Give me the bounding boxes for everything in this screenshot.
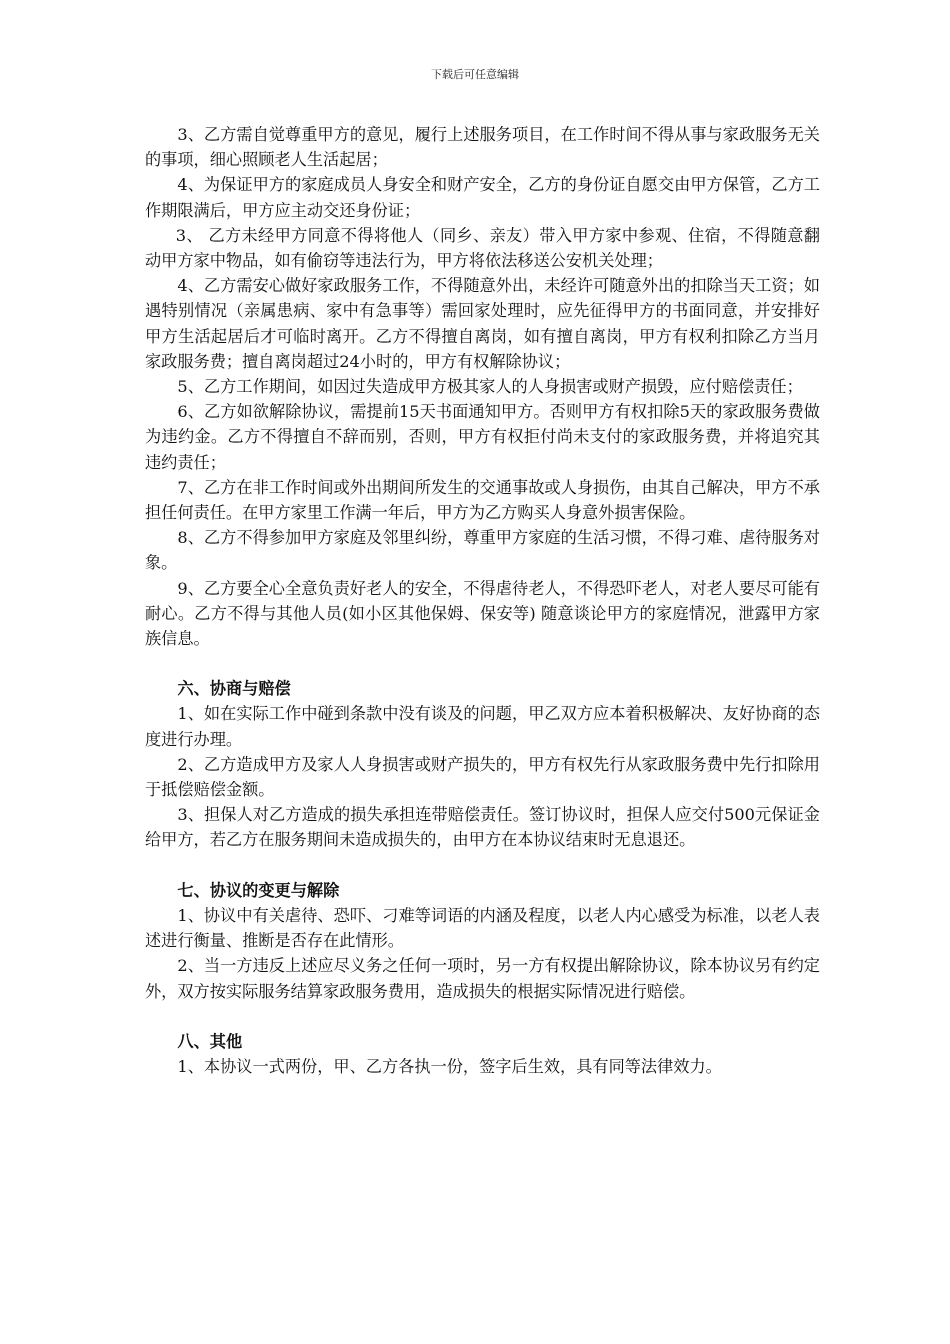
section-7-title: 七、协议的变更与解除 — [177, 880, 340, 900]
section-6-title: 六、协商与赔偿 — [177, 679, 291, 699]
clause-8-1: 1、本协议一式两份，甲、乙方各执一份，签字后生效，具有同等法律效力。 — [177, 1056, 722, 1076]
page-header-note: 下载后可任意编辑 — [431, 68, 519, 81]
clause-5-4: 4、为保证甲方的家庭成员人身安全和财产安全，乙方的身份证自愿交由甲方保管，乙方工作期限满后，甲方应主动交还身份证； — [145, 175, 820, 220]
document-body — [145, 122, 820, 1079]
clause-5-8: 8、乙方不得参加甲方家庭及邻里纠纷，尊重甲方家庭的生活习惯，不得刁难、虐待服务对象。 — [145, 528, 820, 573]
section-8-title: 八、其他 — [177, 1031, 243, 1051]
clause-5-6: 6、乙方如欲解除协议，需提前15天书面通知甲方。否则甲方有权扣除5天的家政服务费做为违约金。乙方不得擅自不辞而别，否则，甲方有权拒付尚未支付的家政服务费，并将追究其违约责任； — [145, 402, 820, 472]
clause-5-3: 3、乙方需自觉尊重甲方的意见，履行上述服务项目，在工作时间不得从事与家政服务无关的事项，细心照顾老人生活起居； — [145, 125, 820, 170]
clause-5-7: 7、乙方在非工作时间或外出期间所发生的交通事故或人身损伤，由其自己解决，甲方不承担任何责任。在甲方家里工作满一年后，甲方为乙方购买人身意外损害保险。 — [145, 477, 820, 523]
clause-5-5: 5、乙方工作期间，如因过失造成甲方极其家人的人身损害或财产损毁，应付赔偿责任； — [177, 377, 803, 397]
clause-5-9: 9、乙方要全心全意负责好老人的安全，不得虐待老人，不得恐吓老人，对老人要尽可能有耐心。乙方不得与其他人员(如小区其他保姆、保安等) 随意谈论甲方的家庭情况，泄露甲方家族信息。 — [145, 578, 820, 649]
clause-6-1: 1、如在实际工作中碰到条款中没有谈及的问题，甲乙双方应本着积极解决、友好协商的态度进行办理。 — [145, 704, 820, 749]
clause-7-2: 2、当一方违反上述应尽义务之任何一项时，另一方有权提出解除协议，除本协议另有约定外，双方按实际服务结算家政服务费用，造成损失的根据实际情况进行赔偿。 — [145, 956, 820, 1001]
clause-6-2: 2、乙方造成甲方及家人人身损害或财产损失的，甲方有权先行从家政服务费中先行扣除用于抵偿赔偿金额。 — [145, 754, 820, 800]
clause-6-3: 3、担保人对乙方造成的损失承担连带赔偿责任。签订协议时，担保人应交付500元保证金给甲方，若乙方在服务期间未造成损失的，由甲方在本协议结束时无息退还。 — [145, 805, 820, 850]
clause-7-1: 1、协议中有关虐待、恐吓、刁难等词语的内涵及程度，以老人内心感受为标准，以老人表述进行衡量、推断是否存在此情形。 — [145, 905, 820, 951]
clause-5-3b: 3、 乙方未经甲方同意不得将他人（同乡、亲友）带入甲方家中参观、住宿，不得随意翻动甲方家中物品，如有偷窃等违法行为，甲方将依法移送公安机关处理； — [145, 225, 820, 271]
clause-5-4b: 4、乙方需安心做好家政服务工作，不得随意外出，未经许可随意外出的扣除当天工资；如遇特别情况（亲属患病、家中有急事等）需回家处理时，应先征得甲方的书面同意，并安排好甲方生活起居后才可临时离开。乙方不得擅自离岗，如有擅自离岗，甲方有权利扣除乙方当月家政服务费；擅自离岗超过24小时的，甲方有权解除协议； — [145, 276, 820, 371]
